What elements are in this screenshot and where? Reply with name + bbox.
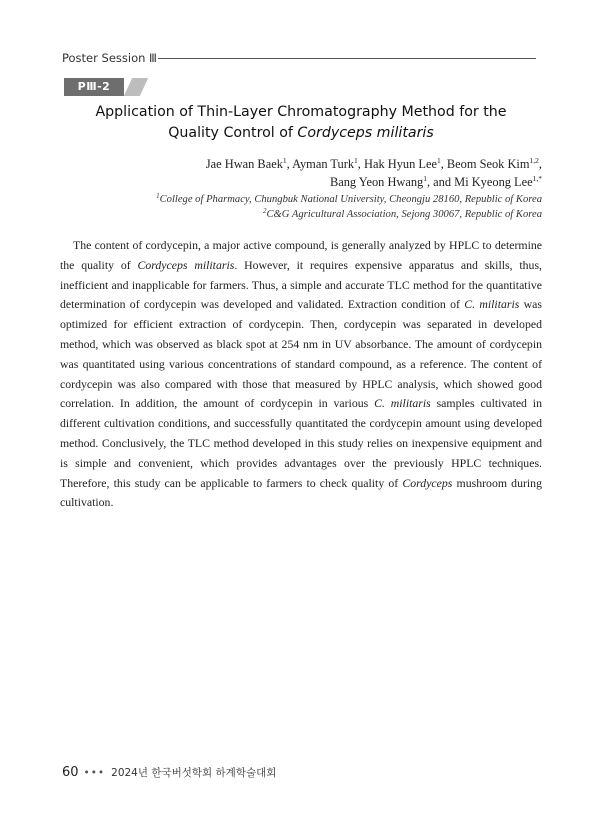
author: Mi Kyeong Lee$^{1,*}$ xyxy=(454,174,542,189)
author: Bang Yeon Hwang$^1$, and xyxy=(329,174,455,189)
author: Beom Seok Kim$^{1,2}$, xyxy=(446,156,542,171)
page-footer xyxy=(62,764,276,782)
session-label: Poster Session Ⅲ xyxy=(62,51,157,65)
event-name: 2024년 한국버섯학회 하계학술대회 xyxy=(111,767,277,779)
header-rule xyxy=(158,58,536,59)
title-line-2-prefix: Quality Control of xyxy=(168,125,298,141)
author: Jae Hwan Baek$^1$, xyxy=(205,156,293,171)
affiliation: $^2$C&G Agricultural Association, Sejong 30067, Republic of Korea xyxy=(262,206,542,220)
running-header xyxy=(62,50,536,66)
title-line-1: Application of Thin-Layer Chromatography Method for the xyxy=(95,104,507,120)
author: Ayman Turk$^1$, xyxy=(292,156,364,171)
abstract-paragraph: The content of cordycepin, a major active compound, is generally analyzed by HPLC to determine the quality of Cordyceps militaris. However, it requires expensive apparatus and skills, thus, inefficient and inapplicable for farmers. Thus, a simple and accurate TLC method for the quantitative determination of cordycepin was developed and validated. Extraction condition of C. militaris was optimized for efficient extraction of cordycepin. Then, cordycepin was separated in developed method, which was observed as black spot at 254 nm in UV absorbance. The amount of cordycepin was quantitated using various concentrations of standard compound, as a reference. The content of cordycepin was also compared with those that measured by HPLC analysis, which showed good correlation. In addition, the amount of cordycepin in various C. militaris samples cultivated in different cultivation conditions, and successfully quantitated the cordycepin amount using developed method. Conclusively, the TLC method developed in this study relies on inexpensive equipment and is simple and convenient, which provides advantages over the previously HPLC techniques. Therefore, this study can be applicable to farmers to check quality of Cordyceps mushroom during cultivation. xyxy=(60,238,542,510)
title-species: Cordyceps militaris xyxy=(297,125,434,141)
title-line-2 xyxy=(60,123,542,144)
author-list xyxy=(122,155,542,191)
affiliation: $^1$College of Pharmacy, Chungbuk National University, Cheongju 28160, Republic of Korea xyxy=(156,192,542,205)
affiliation-list xyxy=(82,193,542,222)
paper-title xyxy=(60,102,542,144)
author: Hak Hyun Lee$^1$, xyxy=(364,156,447,171)
poster-tag xyxy=(62,76,152,98)
abstract xyxy=(60,236,542,513)
footer-separator: ••• xyxy=(83,767,106,779)
poster-tag-label: PⅢ-2 xyxy=(64,78,124,96)
poster-tag-stripe xyxy=(124,78,148,96)
page-number: 60 xyxy=(62,765,79,780)
